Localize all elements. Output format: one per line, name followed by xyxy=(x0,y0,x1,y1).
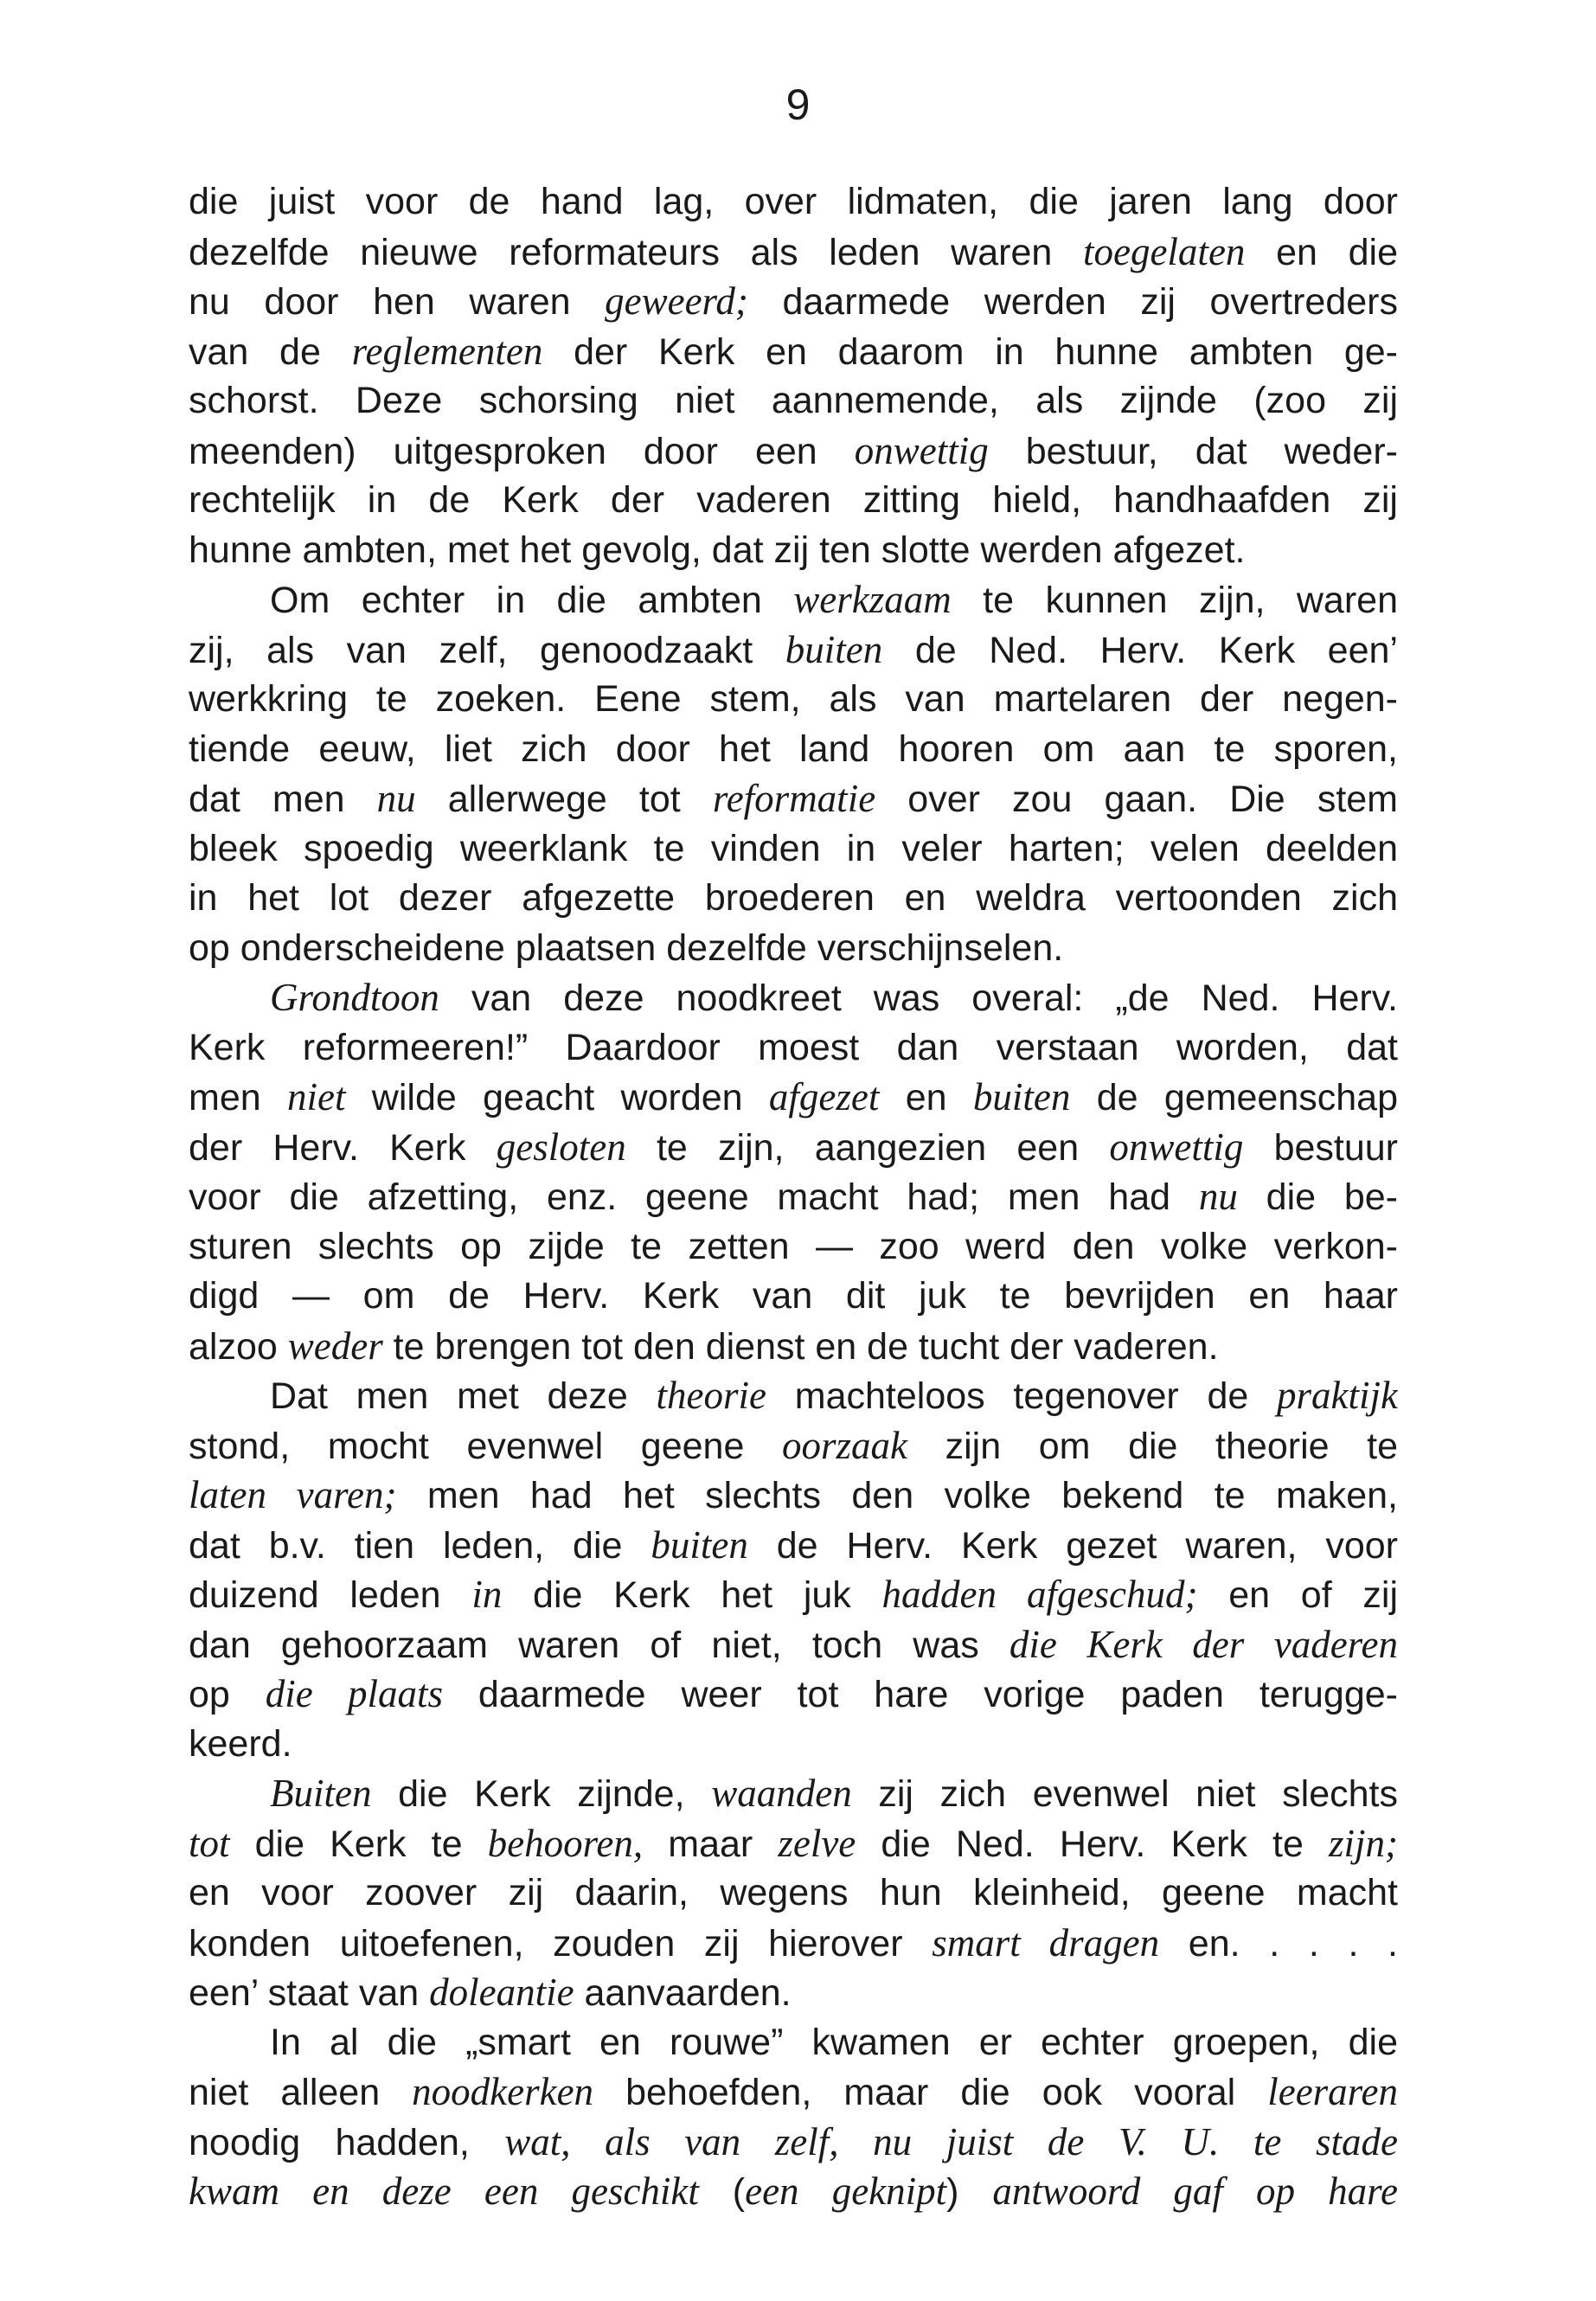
text-line xyxy=(189,1521,1398,1571)
text-segment: digd — om de Herv. Kerk van dit juk te bevrijden en haar xyxy=(189,1275,1398,1317)
italic-text: antwoord gaf op hare xyxy=(992,2170,1398,2213)
italic-text: buiten xyxy=(785,627,883,671)
text-segment: en of zij xyxy=(1197,1574,1398,1616)
text-line xyxy=(189,327,1398,377)
text-line xyxy=(189,1570,1398,1620)
text-segment: en voor zoover zij daarin, wegens hun kleinheid, geene macht xyxy=(189,1872,1398,1913)
text-line xyxy=(189,1670,1398,1720)
body-text xyxy=(189,177,1398,2217)
italic-text: nu xyxy=(376,777,416,820)
text-line xyxy=(189,575,1398,625)
italic-text: wat, als van zelf, nu juist de V. U. te stade xyxy=(504,2119,1398,2163)
text-segment: en xyxy=(879,1077,973,1118)
text-segment: nu door hen waren xyxy=(189,281,606,323)
text-segment: over zou gaan. Die stem xyxy=(875,779,1398,820)
text-line xyxy=(189,1272,1398,1322)
text-segment: bleek spoedig weerklank te vinden in veler harten; velen deelden xyxy=(189,827,1398,869)
text-segment: maar xyxy=(643,1823,779,1865)
text-segment: dat men xyxy=(189,779,377,820)
text-line xyxy=(189,874,1398,924)
text-segment: en. . . . . xyxy=(1159,1922,1398,1965)
italic-text: zelve xyxy=(778,1821,856,1865)
text-segment: meenden) uitgesproken door een xyxy=(189,430,855,472)
text-segment: duizend leden xyxy=(189,1574,472,1616)
text-line xyxy=(189,426,1398,477)
text-line xyxy=(189,1819,1398,1869)
italic-text: reformatie xyxy=(712,777,876,820)
italic-text: onwettig xyxy=(1109,1125,1244,1169)
text-segment: zijn om die theorie te xyxy=(907,1425,1398,1467)
text-segment: die juist voor de hand lag, over lidmaten, die jaren lang door xyxy=(189,181,1398,222)
text-line xyxy=(189,973,1398,1023)
text-segment: wilde geacht worden xyxy=(345,1077,769,1118)
text-line xyxy=(189,1968,1398,2018)
text-segment: aanvaarden. xyxy=(574,1972,792,2014)
italic-text: buiten xyxy=(651,1522,748,1567)
text-line xyxy=(189,1720,1398,1770)
italic-text: doleantie xyxy=(429,1971,574,2014)
italic-text: tot xyxy=(189,1821,230,1865)
text-line xyxy=(189,177,1398,228)
text-segment: die Kerk zijnde, xyxy=(371,1773,712,1815)
text-line xyxy=(189,1421,1398,1471)
italic-text: noodkerken xyxy=(412,2070,594,2113)
italic-text: niet xyxy=(286,1075,346,1118)
text-segment: allerwege tot xyxy=(415,779,713,820)
text-segment: keerd. xyxy=(189,1722,292,1765)
text-segment: stond, mocht evenwel geene xyxy=(189,1425,782,1467)
text-line xyxy=(189,1919,1398,1969)
text-line xyxy=(189,1222,1398,1272)
text-segment: ) xyxy=(946,2171,993,2213)
text-line xyxy=(189,824,1398,875)
italic-text: werkzaam xyxy=(793,578,952,621)
italic-text: gesloten xyxy=(496,1125,626,1169)
text-segment: bestuur xyxy=(1243,1126,1398,1169)
text-segment: van deze noodkreet was overal: „de Ned. Herv. xyxy=(439,977,1398,1019)
text-segment: daarmede weer tot hare vorige paden terugge- xyxy=(442,1674,1398,1715)
text-segment: behoefden, maar die ook vooral xyxy=(593,2072,1268,2113)
text-segment: der Kerk en daarom in hunne ambten ge- xyxy=(542,330,1398,373)
text-line xyxy=(189,2167,1398,2217)
italic-text: praktijk xyxy=(1277,1374,1398,1417)
text-segment: noodig hadden, xyxy=(189,2121,505,2163)
italic-text: reglementen xyxy=(351,329,543,373)
text-segment: machteloos tegenover de xyxy=(766,1375,1278,1417)
text-segment: dat b.v. tien leden, die xyxy=(189,1524,651,1567)
italic-text: onwettig xyxy=(854,428,989,472)
text-line xyxy=(189,1371,1398,1421)
text-line xyxy=(189,2118,1398,2168)
text-segment: de gemeenschap xyxy=(1070,1077,1398,1118)
italic-text: Grondtoon xyxy=(270,976,439,1019)
text-segment: de Herv. Kerk gezet waren, voor xyxy=(747,1524,1398,1567)
italic-text: toegelaten xyxy=(1082,229,1246,273)
text-line xyxy=(189,1769,1398,1819)
italic-text: afgezet xyxy=(768,1075,880,1118)
text-line xyxy=(189,2067,1398,2118)
text-segment: Om echter in die ambten xyxy=(270,580,794,621)
italic-text: theorie xyxy=(656,1374,767,1417)
text-segment: een’ staat van xyxy=(189,1972,430,2014)
text-segment: schorst. Deze schorsing niet aannemende, als zijnde (zoo zij xyxy=(189,380,1398,421)
text-segment: rechtelijk in de Kerk der vaderen zitting hield, handhaafden zij xyxy=(189,479,1398,521)
italic-text: nu xyxy=(1198,1175,1238,1218)
text-segment: konden uitoefenen, zouden zij hierover xyxy=(189,1922,933,1965)
text-segment: die Ned. Herv. Kerk te xyxy=(856,1823,1329,1865)
text-line xyxy=(189,1868,1398,1919)
italic-text: zijn; xyxy=(1328,1821,1398,1865)
text-segment: van de xyxy=(189,330,352,373)
text-segment: hunne ambten, met het gevolg, dat zij ten slotte werden afgezet. xyxy=(189,529,1246,571)
italic-text: in xyxy=(471,1573,503,1616)
italic-text: die plaats xyxy=(265,1672,443,1715)
italic-text: geweerd; xyxy=(605,279,748,323)
text-line xyxy=(189,1471,1398,1521)
text-line xyxy=(189,675,1398,725)
text-line xyxy=(189,924,1398,974)
text-line xyxy=(189,476,1398,526)
text-segment: werkkring te zoeken. Eene stem, als van martelaren der negen- xyxy=(189,678,1398,720)
text-segment: de Ned. Herv. Kerk een’ xyxy=(882,629,1398,671)
italic-text: waanden xyxy=(711,1772,852,1815)
page-number: 9 xyxy=(785,80,811,129)
italic-text: Buiten xyxy=(270,1772,372,1815)
italic-text: smart dragen xyxy=(932,1920,1160,1965)
text-segment: Kerk reformeeren!” Daardoor moest dan verstaan worden, dat xyxy=(189,1026,1398,1068)
text-line xyxy=(189,277,1398,327)
italic-text: behooren, xyxy=(487,1821,644,1865)
italic-text: die Kerk der vaderen xyxy=(1009,1622,1398,1666)
italic-text: hadden afgeschud; xyxy=(881,1573,1198,1616)
text-segment: dan gehoorzaam waren of niet, toch was xyxy=(189,1624,1010,1666)
text-segment: Dat men met deze xyxy=(270,1375,657,1417)
text-segment: die be- xyxy=(1237,1176,1398,1218)
text-segment: tiende eeuw, liet zich door het land hooren om aan te sporen, xyxy=(189,727,1398,770)
text-segment: te zijn, aangezien een xyxy=(625,1126,1110,1169)
text-segment: op xyxy=(189,1674,266,1715)
text-segment: zij zich evenwel niet slechts xyxy=(851,1773,1398,1815)
italic-text: laten varen; xyxy=(189,1473,397,1516)
text-line xyxy=(189,1620,1398,1670)
text-segment: sturen slechts op zijde te zetten — zoo werd den volke verkon- xyxy=(189,1225,1398,1267)
text-segment: alzoo xyxy=(189,1325,288,1368)
text-segment: op onderscheidene plaatsen dezelfde verschijnselen. xyxy=(189,926,1064,969)
italic-text: weder xyxy=(287,1324,383,1368)
text-line xyxy=(189,526,1398,576)
text-segment: In al die „smart en rouwe” kwamen er echter groepen, die xyxy=(270,2021,1398,2063)
text-line xyxy=(189,1023,1398,1074)
text-line xyxy=(189,1123,1398,1173)
text-segment: in het lot dezer afgezette broederen en weldra vertoonden zich xyxy=(189,877,1398,919)
text-segment: te brengen tot den dienst en de tucht der vaderen. xyxy=(382,1325,1219,1368)
text-segment: die Kerk te xyxy=(229,1823,488,1865)
text-segment: niet alleen xyxy=(189,2072,413,2113)
text-line xyxy=(189,1172,1398,1222)
italic-text: leeraren xyxy=(1267,2070,1398,2113)
text-line xyxy=(189,2018,1398,2068)
text-segment: dezelfde nieuwe reformateurs als leden waren xyxy=(189,231,1083,273)
text-segment: der Herv. Kerk xyxy=(189,1126,497,1169)
text-line xyxy=(189,376,1398,426)
italic-text: buiten xyxy=(972,1075,1071,1118)
text-line xyxy=(189,1073,1398,1123)
text-segment: zij, als van zelf, genoodzaakt xyxy=(189,629,785,671)
text-line xyxy=(189,725,1398,775)
text-segment: te kunnen zijn, waren xyxy=(951,580,1398,621)
text-line xyxy=(189,1322,1398,1372)
text-segment: daarmede werden zij overtreders xyxy=(747,281,1398,323)
text-segment: ( xyxy=(698,2171,746,2213)
text-segment: die Kerk het juk xyxy=(502,1574,882,1616)
italic-text: kwam en deze een geschikt xyxy=(189,2170,699,2213)
italic-text: oorzaak xyxy=(782,1423,907,1467)
text-segment: men had het slechts den volke bekend te maken, xyxy=(396,1475,1398,1516)
text-line xyxy=(189,625,1398,676)
text-segment: bestuur, dat weder- xyxy=(988,430,1398,472)
text-segment: men xyxy=(189,1077,287,1118)
italic-text: een geknipt xyxy=(745,2170,947,2213)
text-segment: voor die afzetting, enz. geene macht had; men had xyxy=(189,1176,1199,1218)
text-line xyxy=(189,228,1398,278)
text-line xyxy=(189,774,1398,824)
text-segment: en die xyxy=(1245,231,1398,273)
